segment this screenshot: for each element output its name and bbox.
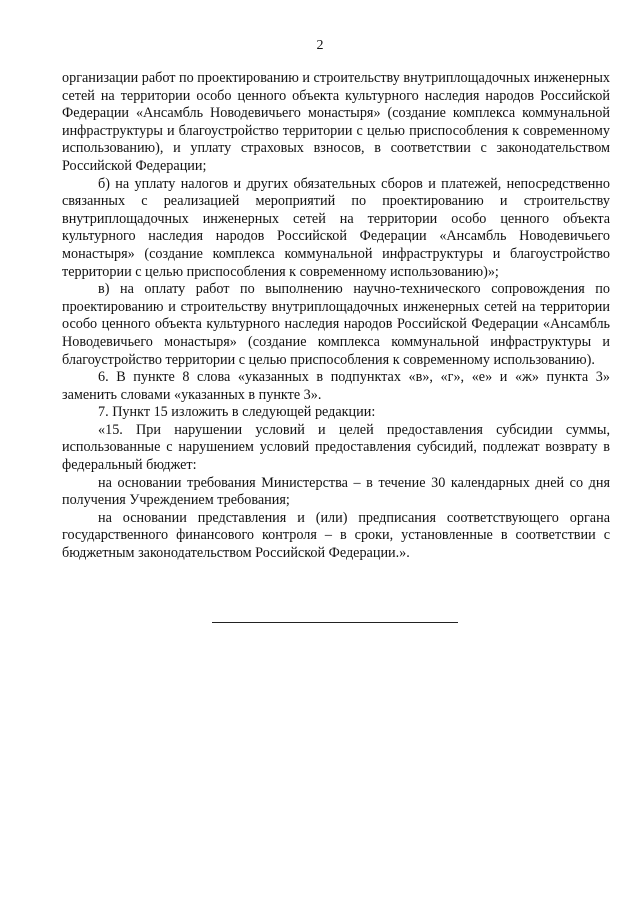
paragraph-continuation: организации работ по проектированию и строительству внутриплощадочных инженерных сетей на территории особо ценного объекта культурного наследия народов Российской Федерации «Ансамбль Новодевичьего монастыря» (создание комплекса коммунальной инфраструктуры и благоустройство территории с целью приспособления к современному использованию), и уплату страховых взносов, в соответствии с законодательством Российской Федерации;	[62, 70, 610, 174]
paragraph-subitem-b: б) на уплату налогов и других обязательных сборов и платежей, непосредственно связанных с реализацией мероприятий по проектированию и строительству внутриплощадочных инженерных сетей на территории особо ценного объекта культурного наследия народов Российской Федерации «Ансамбль Новодевичьего монастыря» (создание комплекса коммунальной инфраструктуры и благоустройство территории с целью приспособления к современному использованию)»;	[62, 175, 610, 280]
paragraph-financial-control: на основании представления и (или) предписания соответствующего органа государственного финансового контроля – в сроки, установленные в соответствии с бюджетным законодательством Российской Федерации.».	[62, 509, 610, 562]
document-body	[62, 70, 610, 563]
paragraph-clause-15: «15. При нарушении условий и целей предоставления субсидии суммы, использованные с нарушением условий предоставления субсидий, подлежат возврату в федеральный бюджет:	[62, 421, 610, 474]
closing-divider-line	[212, 622, 458, 623]
paragraph-item-7: 7. Пункт 15 изложить в следующей редакции:	[98, 404, 376, 421]
paragraph-ministry-requirement: на основании требования Министерства – в течение 30 календарных дней со дня получения Учреждением требования;	[62, 474, 610, 509]
paragraph-subitem-v: в) на оплату работ по выполнению научно-технического сопровождения по проектированию и строительству внутриплощадочных инженерных сетей на территории особо ценного объекта культурного наследия народов Российской Федерации «Ансамбль Новодевичьего монастыря» (создание комплекса коммунальной инфраструктуры и благоустройство территории с целью приспособления к современному использованию).	[62, 281, 610, 368]
paragraph-item-6: 6. В пункте 8 слова «указанных в подпунктах «в», «г», «е» и «ж» пункта 3» заменить словами «указанных в пункте 3».	[62, 369, 610, 403]
page-number: 2	[316, 38, 324, 53]
